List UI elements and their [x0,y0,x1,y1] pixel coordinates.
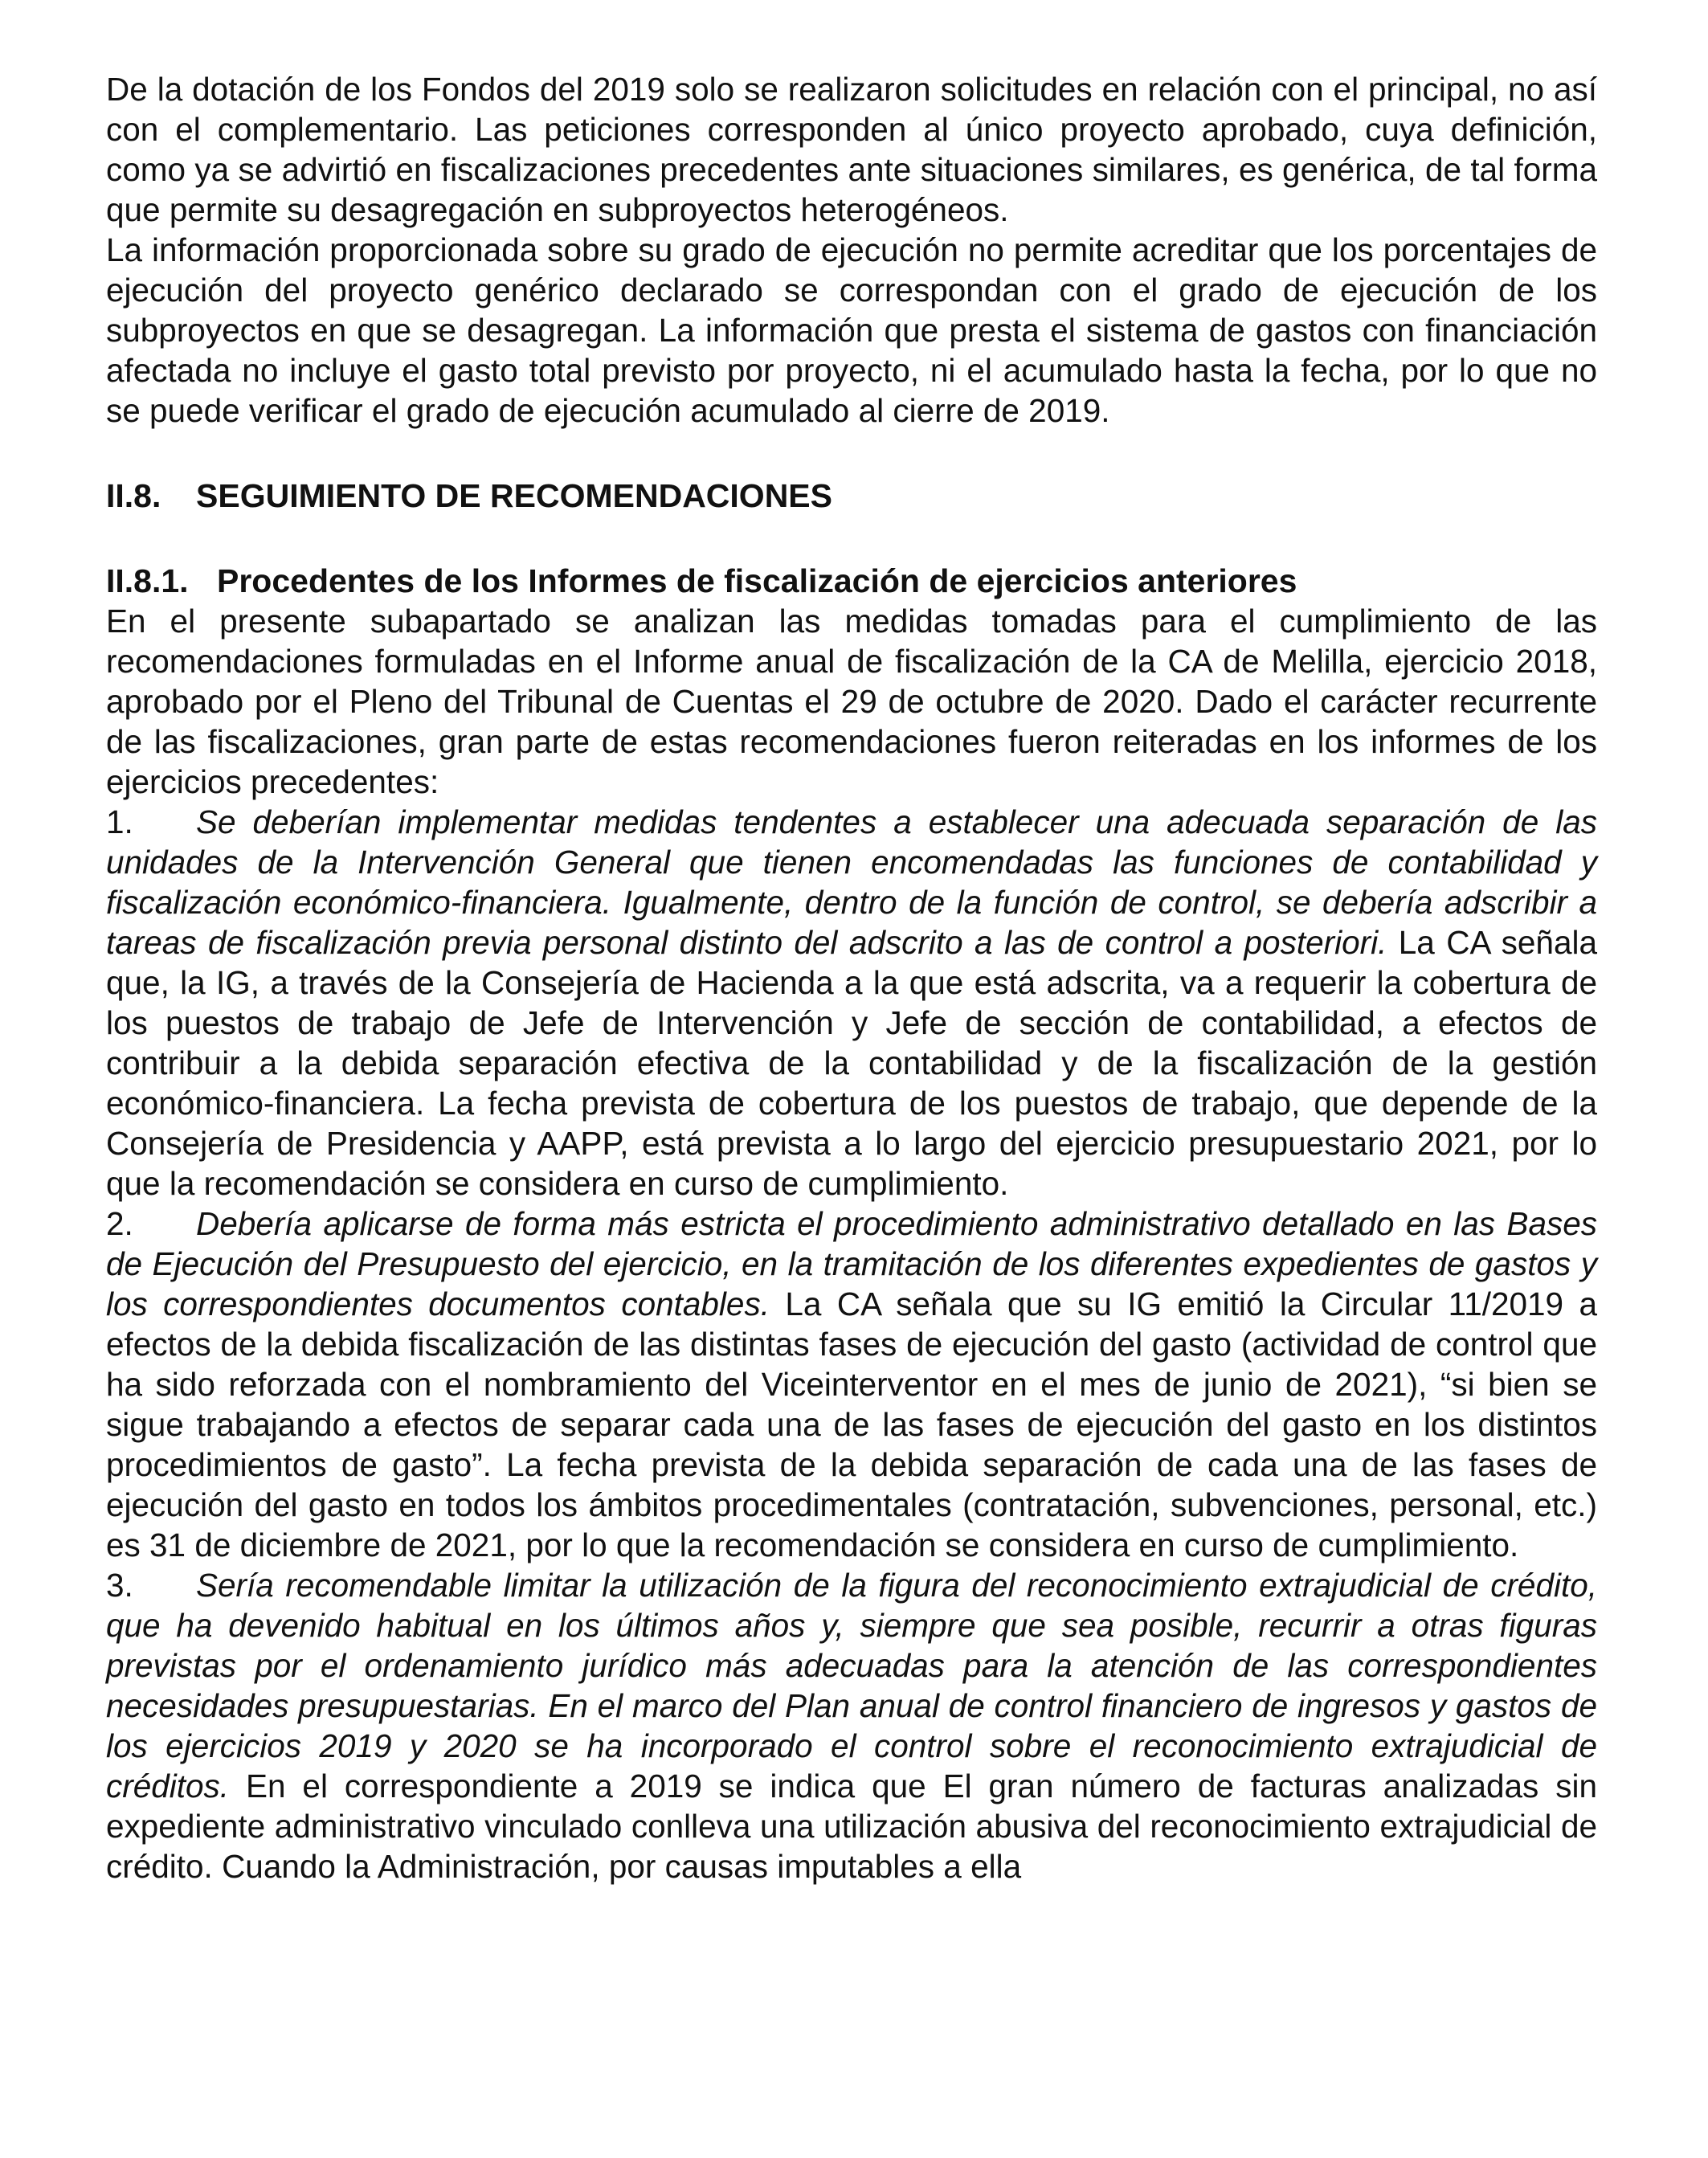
subsection-title: Procedentes de los Informes de fiscalización de ejercicios anteriores [217,562,1297,599]
recommendation-text: Debería aplicarse de forma más estricta el procedimiento administrativo detallado en las Bases de Ejecución del Presupuesto del ejercicio, en la tramitación de los diferentes expedientes de gastos y los correspondientes documentos contables. [106,1205,1597,1322]
recommendation-text: Sería recomendable limitar la utilización de la figura del reconocimiento extrajudicial de crédito, que ha devenido habitual en los últimos años y, siempre que sea posible, recurrir a otras figuras previstas por el ordenamiento jurídico más adecuadas para la atención de las correspondientes necesidades presupuestarias. En el marco del Plan anual de control financiero de ingresos y gastos de los ejercicios 2019 y 2020 se ha incorporado el control sobre el reconocimiento extrajudicial de créditos. [106,1567,1597,1804]
item-number: 3. [106,1567,133,1604]
recommendation-item [106,802,1597,1204]
subsection-heading [106,561,1597,601]
paragraph-intro: En el presente subapartado se analizan las medidas tomadas para el cumplimiento de las recomendaciones formuladas en el Informe anual de fiscalización de la CA de Melilla, ejercicio 2018, aprobado por el Pleno del Tribunal de Cuentas el 29 de octubre de 2020. Dado el carácter recurrente de las fiscalizaciones, gran parte de estas recomendaciones fueron reiteradas en los informes de los ejercicios precedentes: [106,603,1597,800]
section-number: II.8. [106,477,161,514]
item-number: 2. [106,1205,133,1242]
recommendation-item [106,1204,1597,1565]
section-heading [106,476,1597,516]
recommendation-text: Se deberían implementar medidas tendentes a establecer una adecuada separación de las unidades de la Intervención General que tienen encomendadas las funciones de contabilidad y fiscalización económico-financiera. Igualmente, dentro de la función de control, se debería adscribir a tareas de fiscalización previa personal distinto del adscrito a las de control a posteriori. [106,803,1597,961]
response-text: La CA señala que su IG emitió la Circular 11/2019 a efectos de la debida fiscalización de las distintas fases de ejecución del gasto (actividad de control que ha sido reforzada con el nombramiento del Viceinterventor en el mes de junio de 2021), “si bien se sigue trabajando a efectos de separar cada una de las fases de ejecución del gasto en los distintos procedimientos de gasto”. La fecha prevista de la debida separación de cada una de las fases de ejecución del gasto en todos los ámbitos procedimentales (contratación, subvenciones, personal, etc.) es 31 de diciembre de 2021, por lo que la recomendación se considera en curso de cumplimiento. [106,1285,1598,1563]
item-number: 1. [106,803,133,840]
response-text: La CA señala que, la IG, a través de la Consejería de Hacienda a la que está adscrita, va a requerir la cobertura de los puestos de trabajo de Jefe de Intervención y Jefe de sección de contabilidad, a efectos de contribuir a la debida separación efectiva de la contabilidad y de la fiscalización de la gestión económico-financiera. La fecha prevista de cobertura de los puestos de trabajo, que depende de la Consejería de Presidencia y AAPP, está prevista a lo largo del ejercicio presupuestario 2021, por lo que la recomendación se considera en curso de cumplimiento. [106,924,1597,1202]
paragraph-fondos-2019: De la dotación de los Fondos del 2019 solo se realizaron solicitudes en relación con el principal, no así con el complementario. Las peticiones corresponden al único proyecto aprobado, cuya definición, como ya se advirtió en fiscalizaciones precedentes ante situaciones similares, es genérica, de tal forma que permite su desagregación en subproyectos heterogéneos. [106,71,1597,228]
response-text: En el correspondiente a 2019 se indica que El gran número de facturas analizadas sin expediente administrativo vinculado conlleva una utilización abusiva del reconocimiento extrajudicial de crédito. Cuando la Administración, por causas imputables a ella [106,1768,1597,1885]
subsection-number: II.8.1. [106,562,189,599]
document-page [106,69,1597,1886]
paragraph-grado-ejecucion: La información proporcionada sobre su grado de ejecución no permite acreditar que los porcentajes de ejecución del proyecto genérico declarado se correspondan con el grado de ejecución de los subproyectos en que se desagregan. La información que presta el sistema de gastos con financiación afectada no incluye el gasto total previsto por proyecto, ni el acumulado hasta la fecha, por lo que no se puede verificar el grado de ejecución acumulado al cierre de 2019. [106,231,1597,429]
section-title: SEGUIMIENTO DE RECOMENDACIONES [196,477,832,514]
recommendation-item [106,1565,1597,1886]
